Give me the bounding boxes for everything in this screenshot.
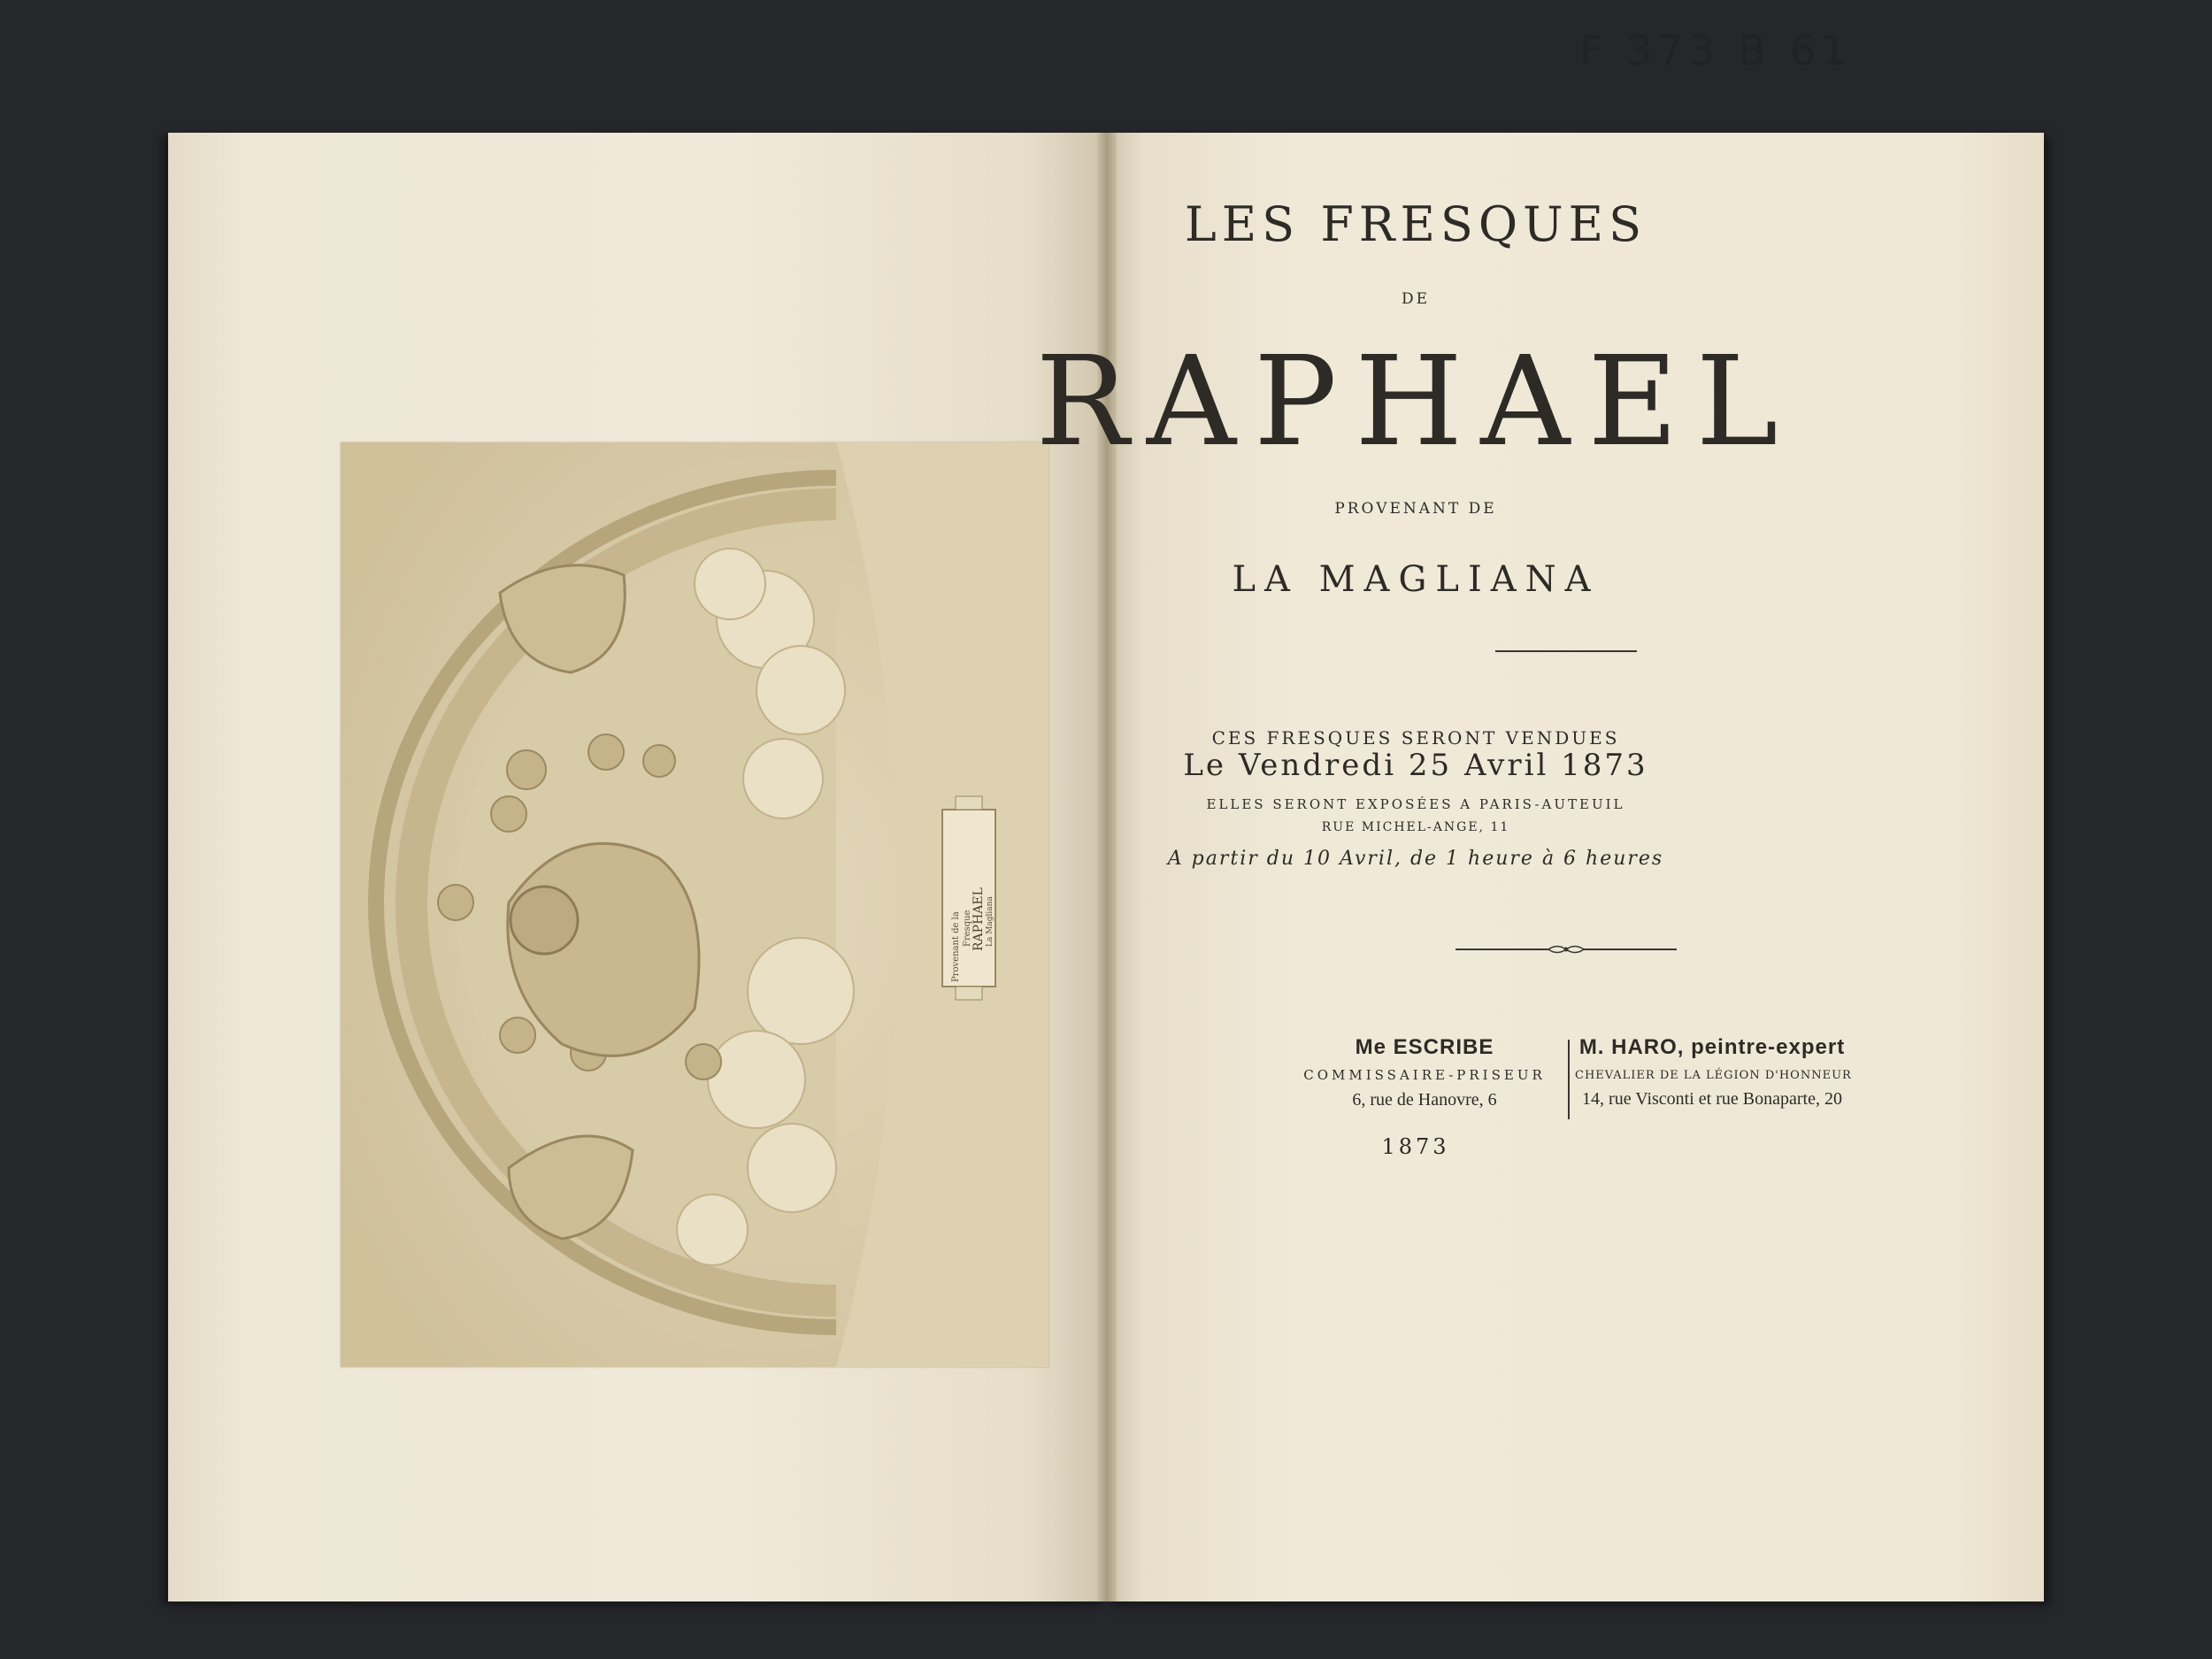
expert-name: M. HARO, peintre-expert	[1578, 1035, 1846, 1059]
exhibition-notice: ELLES SERONT EXPOSÉES A PARIS-AUTEUIL	[1206, 796, 1625, 812]
title-line-de: DE	[1401, 290, 1431, 308]
expert-block	[1575, 1035, 1852, 1110]
auctioneer-address: 6, rue de Hanovre, 6	[1352, 1090, 1497, 1110]
plaque-line4: La Magliana	[986, 896, 995, 947]
exhibition-street: RUE MICHEL-ANGE, 11	[1321, 820, 1510, 834]
expert-role: CHEVALIER DE LA LÉGION D'HONNEUR	[1575, 1069, 1852, 1082]
sale-announcement: CES FRESQUES SERONT VENDUES	[1211, 727, 1620, 749]
handwritten-shelfmark: F 373 B 61	[1579, 27, 1853, 74]
ornamental-rule	[1455, 942, 1677, 956]
plaque-line2: Fresque	[963, 910, 972, 947]
title-raphael: RAPHAEL	[1035, 330, 1796, 474]
auctioneer-block	[1292, 1035, 1557, 1110]
title-line-provenant: PROVENANT DE	[1334, 500, 1497, 518]
plaque-line3: RAPHAEL	[972, 887, 986, 951]
expert-address: 14, rue Visconti et rue Bonaparte, 20	[1582, 1089, 1842, 1109]
title-line-fresques: LES FRESQUES	[1184, 196, 1647, 252]
auctioneer-role: COMMISSAIRE-PRISEUR	[1303, 1067, 1546, 1083]
auctioneer-name: Me ESCRIBE	[1355, 1035, 1494, 1059]
title-line-magliana: LA MAGLIANA	[1232, 559, 1600, 600]
column-divider	[1568, 1040, 1570, 1119]
fresco-photo-image	[341, 442, 1048, 1367]
divider-rule	[1495, 650, 1637, 652]
plaque-line1: Provenant de la	[951, 911, 961, 982]
exhibition-hours: A partir du 10 Avril, de 1 heure à 6 heures	[1167, 848, 1664, 870]
mounted-photograph	[341, 442, 1048, 1367]
sale-date: Le Vendredi 25 Avril 1873	[1183, 748, 1648, 783]
publication-year: 1873	[1381, 1134, 1450, 1159]
